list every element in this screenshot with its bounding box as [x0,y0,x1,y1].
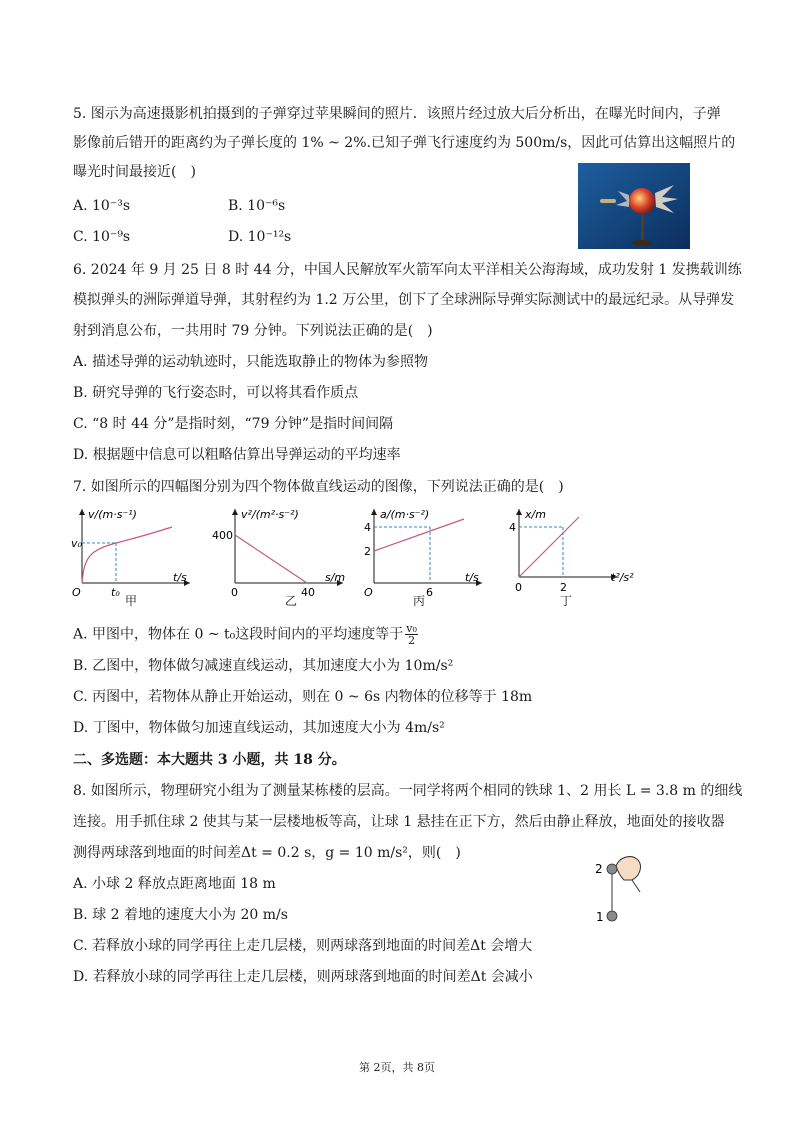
graph-yi [205,505,355,600]
graph-jia-ylabel: v/(m·s⁻¹) [88,508,137,521]
q6-stem-line1: 6. 2024 年 9 月 25 日 8 时 44 分，中国人民解放军火箭军向太平洋相关公海海域，成功发射 1 发携载训练 [73,262,742,278]
q5-option-a: A. 10⁻³s [73,198,131,214]
graph-yi-ytick: 400 [212,529,233,542]
q5-stem-line1: 5. 图示为高速摄影机拍摄到的子弹穿过苹果瞬间的照片．该照片经过放大后分析出，在曝光时间内，子弹 [73,106,721,122]
graph-yi-xtick: 40 [301,586,315,599]
graph-bing [362,505,492,600]
graph-bing-ylabel: a/(m·s⁻²) [380,508,430,521]
two-balls-string-figure [588,852,648,932]
graph-ding-ylabel: x/m [525,508,546,521]
graph-jia-v0: v₀ [71,537,82,550]
graph-ding-origin: 0 [515,581,522,594]
q8-stem-line3: 测得两球落到地面的时间差Δt = 0.2 s，g = 10 m/s²，则( ) [73,845,461,861]
graph-ding-xtick: 2 [560,581,567,594]
graph-bing-ytick-4: 4 [364,521,371,534]
q5-stem-line2: 影像前后错开的距离约为子弹长度的 1% ~ 2%.已知子弹飞行速度约为 500m/s，因此可估算出这幅照片的 [73,135,736,151]
ball-2-label: 2 [595,862,603,876]
graph-bing-caption: 丙 [413,594,426,608]
q6-option-a: A. 描述导弹的运动轨迹时，只能选取静止的物体为参照物 [73,354,429,370]
page-footer: 第 2页，共 8页 [359,1061,435,1074]
ball-2 [607,864,617,874]
q7-option-a-numerator: v₀ [406,622,417,635]
q6-stem-line3: 射到消息公布，一共用时 79 分钟。下列说法正确的是( ) [73,323,433,339]
ball-1-label: 1 [596,910,604,924]
q5-stem-line3: 曝光时间最接近( ) [73,164,196,180]
graph-yi-ylabel: v²/(m²·s⁻²) [241,508,299,521]
graph-bing-ytick-2: 2 [364,545,371,558]
graph-jia-caption: 甲 [125,594,138,608]
q8-option-a: A. 小球 2 释放点距离地面 18 m [73,876,276,892]
q7-option-b: B. 乙图中，物体做匀减速直线运动，其加速度大小为 10m/s² [73,658,454,674]
ball-1 [607,911,617,921]
graph-jia-t0: t₀ [111,586,120,599]
q7-option-a [73,623,418,646]
q6-stem-line2: 模拟弹头的洲际弹道导弹，其射程约为 1.2 万公里，创下了全球洲际导弹实际测试中的最远纪录。从导弹发 [73,292,735,308]
graph-jia-origin: O [72,586,81,599]
section-heading-multiple-choice: 二、多选题：本大题共 3 小题，共 18 分。 [73,752,346,768]
bullet-apple-photo [578,163,690,249]
q7-option-a-denominator: 2 [408,634,416,647]
q7-stem-line1: 7. 如图所示的四幅图分别为四个物体做直线运动的图像，下列说法正确的是( ) [73,479,564,495]
graph-ding-ytick: 4 [509,521,516,534]
q5-option-d: D. 10⁻¹²s [228,229,292,245]
q8-option-d: D. 若释放小球的同学再往上走几层楼，则两球落到地面的时间差Δt 会减小 [73,969,533,985]
graph-bing-origin: O [364,586,373,599]
graph-ding-caption: 丁 [560,594,573,608]
q5-option-c: C. 10⁻⁹s [73,229,131,245]
graph-ding-xlabel: t²/s² [611,571,634,584]
q7-option-d: D. 丁图中，物体做匀加速直线运动，其加速度大小为 4m/s² [73,720,445,736]
q5-option-b: B. 10⁻⁶s [228,198,286,214]
q7-option-a-text: A. 甲图中，物体在 0 ~ t₀这段时间内的平均速度等于 [73,626,404,643]
q8-stem-line2: 连接。用手抓住球 2 使其与某一层楼地板等高，让球 1 悬挂在正下方，然后由静止释放，地面处的接收器 [73,814,725,830]
q8-option-c: C. 若释放小球的同学再往上走几层楼，则两球落到地面的时间差Δt 会增大 [73,938,533,954]
q8-stem-line1: 8. 如图所示，物理研究小组为了测量某栋楼的层高。一同学将两个相同的铁球 1、2 用长 L = 3.8 m 的细线 [73,783,743,799]
q8-option-b: B. 球 2 着地的速度大小为 20 m/s [73,907,288,923]
graph-ding [505,505,645,600]
graph-jia [70,505,195,600]
graph-bing-xtick: 6 [426,586,433,599]
graph-bing-xlabel: t/s [465,571,479,584]
q6-option-b: B. 研究导弹的飞行姿态时，可以将其看作质点 [73,385,359,401]
q7-option-a-fraction [405,623,418,646]
q6-option-d: D. 根据题中信息可以粗略估算出导弹运动的平均速率 [73,447,401,463]
q7-option-c: C. 丙图中，若物体从静止开始运动，则在 0 ~ 6s 内物体的位移等于 18m [73,689,533,705]
q6-option-c: C. “8 时 44 分”是指时刻，“79 分钟”是指时间间隔 [73,416,394,432]
graph-jia-xlabel: t/s [173,571,187,584]
graph-yi-origin: 0 [231,586,238,599]
graph-yi-xlabel: s/m [325,571,346,584]
graph-yi-caption: 乙 [285,594,298,608]
